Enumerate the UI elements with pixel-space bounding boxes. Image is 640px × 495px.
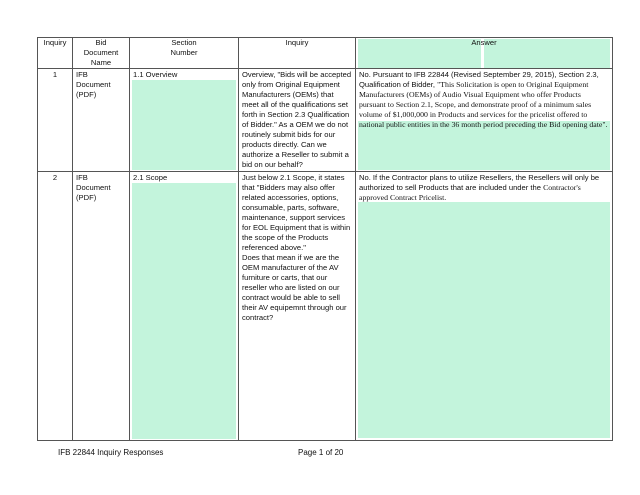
answer-text: No. If the Contractor plans to utilize Resellers, the Resellers will only be authorized to sell Products that are included under the Contractor's approved Contract Pricelist. (359, 173, 600, 202)
inquiry-table (37, 37, 613, 441)
section-highlight (132, 183, 236, 439)
bid-document-cell: IFB Document (PDF) (73, 69, 130, 172)
answer-cell (356, 69, 613, 172)
header-section-number: Section Number (130, 38, 239, 69)
header-row (38, 38, 613, 69)
answer-text: No. Pursuant to IFB 22844 (Revised September 29, 2015), Section 2.3, Qualification of Bidder, "This Solicitation is open to Original Equipment Manufacturers (OEMs) of Audio Visual Equipment who offer Products pursuant to Section 2.1, Scope, and demonstrate proof of a minimum sales volume of $1,000,000 in Products and services for the pricelist offered to national public entities in the 36 month period preceding the Bid opening date". (359, 70, 608, 129)
answer-cell (356, 172, 613, 441)
section-number-cell: 2.1 Scope (130, 172, 239, 441)
inquiry-text-cell: Just below 2.1 Scope, it states that "Bidders may also offer related accessories, options, consumable, parts, software, maintenance, support services for EOL Equipment that is within the scope of the Products referenced above." Does that mean if we are the OEM manufacturer of the AV furniture or carts, that our reseller who are listed on our contract would be able to sell their AV equipemnt through our contract? (239, 172, 356, 441)
header-inquiry: Inquiry (239, 38, 356, 69)
inquiry-text-cell: Overview, "Bids will be accepted only from Original Equipment Manufacturers (OEMs) that meet all of the qualifications set forth in Section 2.3 Qualification of Bidder." As a OEM we do not routinely submit bids for our products directly. Can we authorize a Reseller to submit a bid on our behalf? (239, 69, 356, 172)
bid-document-cell: IFB Document (PDF) (73, 172, 130, 441)
table-row (38, 172, 613, 441)
answer-highlight (358, 202, 610, 438)
section-number-cell: 1.1 Overview (130, 69, 239, 172)
inquiry-number-cell: 2 (38, 172, 73, 441)
section-highlight (132, 80, 236, 170)
header-inquiry-number: Inquiry (38, 38, 73, 69)
inquiry-number-cell: 1 (38, 69, 73, 172)
table-row (38, 69, 613, 172)
header-answer: Answer (356, 38, 613, 69)
header-bid-document-name: Bid Document Name (73, 38, 130, 69)
footer-page-number: Page 1 of 20 (298, 448, 344, 457)
footer-document-title: IFB 22844 Inquiry Responses (58, 448, 164, 457)
